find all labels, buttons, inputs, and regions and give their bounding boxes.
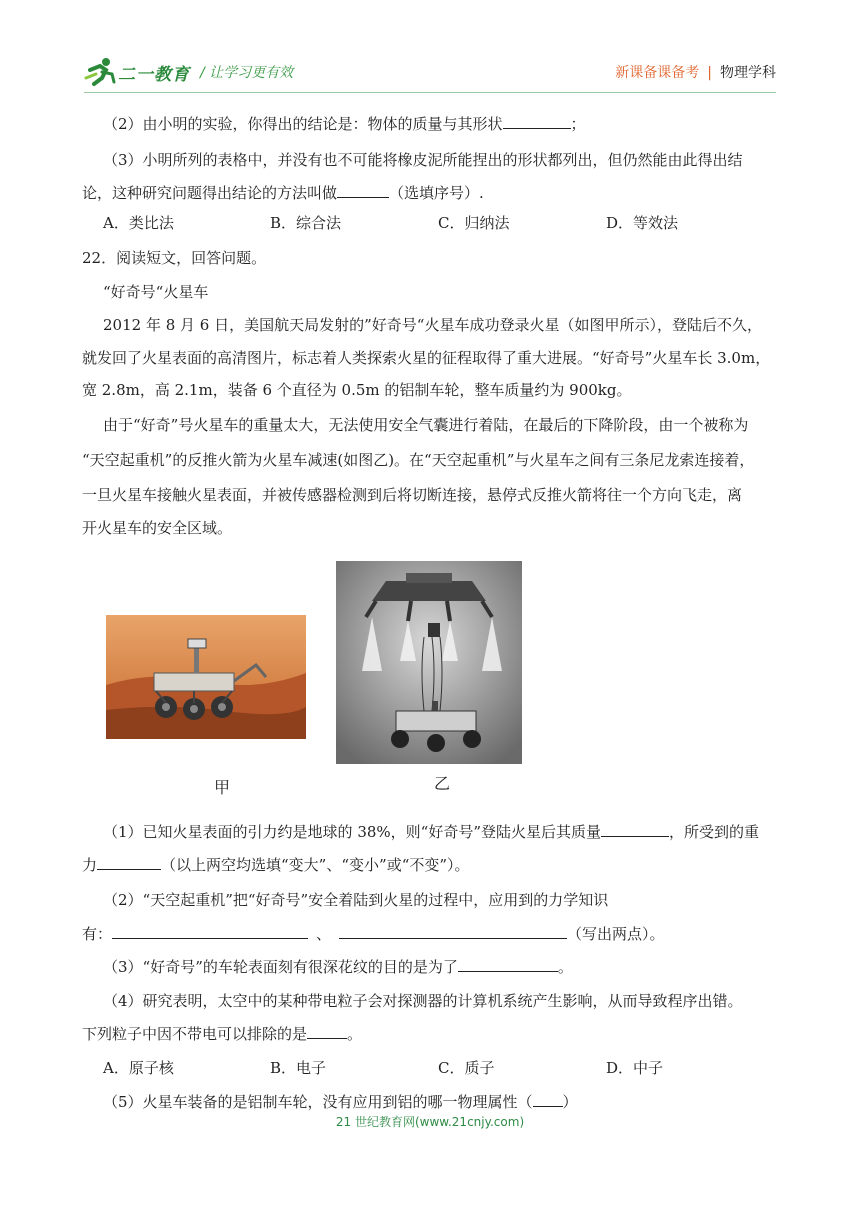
q22-sub4-line1: （4）研究表明，太空中的某种带电粒子会对探测器的计算机系统产生影响，从而导致程序出错。 (103, 992, 743, 1010)
q22-sub1-text-b: ，所受到的重 (669, 823, 760, 841)
q22-sub5-end: ） (562, 1093, 578, 1111)
q21-sub2-text: （2）由小明的实验，你得出的结论是：物体的质量与其形状 (103, 115, 503, 133)
article-p1-line3: 宽 2.8m，高 2.1m，装备 6 个直径为 0.5m 的铝制车轮，整车质量约为 900kg。 (82, 381, 632, 399)
answer-blank[interactable] (601, 822, 669, 837)
q22-sub1-line2 (82, 855, 470, 875)
header-subject-label: 物理学科 (720, 65, 776, 81)
runner-logo-icon (84, 56, 118, 88)
q21-sub3-text: 论，这种研究问题得出结论的方法叫做 (82, 184, 338, 202)
answer-blank[interactable] (458, 957, 558, 972)
article-p2-line1: 由于“好奇”号火星车的重量太大，无法使用安全气囊进行着陆，在最后的下降阶段，由一个被称为 (103, 416, 749, 434)
article-p2-line3: 一旦火星车接触火星表面，并被传感器检测到后将切断连接，悬停式反推火箭将往一个方向飞走，离 (82, 486, 743, 504)
header-subject (615, 62, 776, 82)
q22-sub4-option-a[interactable]: A．原子核 (103, 1059, 174, 1077)
q21-sub3-line2 (82, 183, 484, 203)
q22-sub2-line1: （2）“天空起重机”把“好奇号”安全着陆到火星的过程中，应用到的力学知识 (103, 891, 609, 909)
slogan: / 让学习更有效 (200, 65, 294, 81)
q22-sub2-separator: 、 (316, 925, 332, 943)
q22-sub4-text: 下列粒子中因不带电可以排除的是 (82, 1025, 308, 1043)
page-header (84, 56, 776, 92)
article-p2-line2: “天空起重机”的反推火箭为火星车减速(如图乙)。在“天空起重机”与火星车之间有三条尼龙索连接着， (82, 451, 755, 469)
article-p1-line2: 就发回了火星表面的高清图片，标志着人类探索火星的征程取得了重大进展。“好奇号”火星车长 3.0m， (82, 349, 771, 367)
q21-sub2 (103, 114, 586, 134)
answer-blank[interactable] (503, 114, 571, 129)
q22-sub2-text-b: 有： (82, 925, 113, 943)
q22-sub1-line1 (103, 822, 759, 842)
answer-blank[interactable] (339, 924, 567, 939)
q21-option-c[interactable]: C．归纳法 (438, 214, 510, 232)
q22-sub1-text: （1）已知火星表面的引力约是地球的 38%，则“好奇号”登陆火星后其质量 (103, 823, 601, 841)
q22-sub1-text-c: 力 (82, 856, 98, 874)
q21-option-b[interactable]: B．综合法 (270, 214, 342, 232)
q22-sub4-option-b[interactable]: B．电子 (270, 1059, 327, 1077)
article-p2-line4: 开火星车的安全区域。 (82, 519, 233, 537)
header-divider (84, 92, 776, 93)
figure-a-caption: 甲 (214, 778, 231, 797)
logo-text: 二一教育 (118, 65, 190, 85)
q21-sub2-end: ； (570, 115, 586, 133)
q22-sub2-text-d: （写出两点）。 (567, 925, 665, 943)
figure-rover-on-mars (106, 615, 306, 739)
figure-b-caption: 乙 (434, 774, 451, 793)
answer-blank[interactable] (307, 1024, 347, 1039)
logo (84, 56, 194, 88)
article-title: “好奇号“火星车 (103, 283, 209, 301)
q22-sub4-option-d[interactable]: D．中子 (606, 1059, 664, 1077)
header-course-label: 新课备课备考 (615, 65, 700, 81)
article-p1-line1: 2012 年 8 月 6 日，美国航天局发射的”好奇号“火星车成功登录火星（如图甲所示），登陆后不久， (103, 316, 762, 334)
q22-sub5 (103, 1092, 578, 1112)
q22-sub2-line2 (82, 924, 665, 944)
q22-sub4-option-c[interactable]: C．质子 (438, 1059, 495, 1077)
q21-option-d[interactable]: D．等效法 (606, 214, 679, 232)
answer-blank[interactable] (112, 924, 308, 939)
answer-blank[interactable] (97, 855, 161, 870)
q21-option-a[interactable]: A．类比法 (103, 214, 174, 232)
q21-sub3-line1: （3）小明所列的表格中，并没有也不可能将橡皮泥所能捏出的形状都列出，但仍然能由此得出结 (103, 151, 743, 169)
header-separator: | (707, 65, 712, 81)
answer-blank[interactable] (337, 183, 389, 198)
answer-blank[interactable] (533, 1092, 563, 1107)
q22-sub3 (103, 957, 573, 977)
figure-sky-crane (336, 561, 522, 764)
q22-sub4-end: 。 (347, 1025, 363, 1043)
page-footer: 21 世纪教育网(www.21cnjy.com) (335, 1115, 525, 1129)
q22-sub4-line2 (82, 1024, 362, 1044)
q22-stem: 22．阅读短文，回答问题。 (82, 249, 267, 267)
q21-sub3-end: （选填序号）. (389, 184, 484, 202)
q22-sub3-end: 。 (557, 958, 573, 976)
q22-sub5-text: （5）火星车装备的是铝制车轮，没有应用到铝的哪一物理属性（ (103, 1093, 533, 1111)
q22-sub1-text-d: （以上两空均选填“变大”、“变小”或“不变”）。 (161, 856, 470, 874)
q22-sub3-text: （3）“好奇号”的车轮表面刻有很深花纹的目的是为了 (103, 958, 458, 976)
